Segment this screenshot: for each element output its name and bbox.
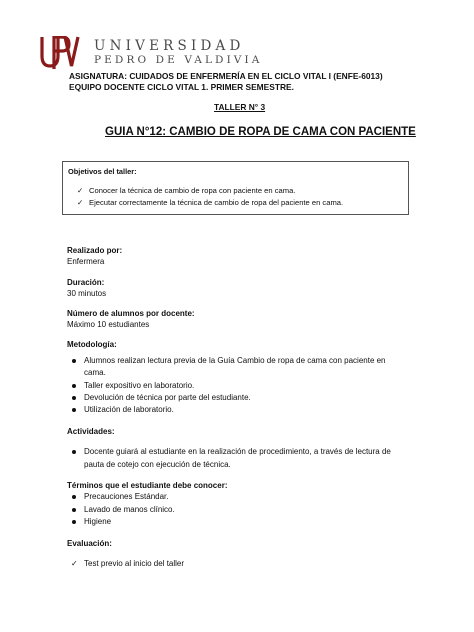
actividades-item-continuation: pauta de cotejo con ejecución de técnica. (84, 460, 231, 469)
objective-item: ✓ Conocer la técnica de cambio de ropa con paciente en cama. (77, 186, 296, 195)
terminos-label: Términos que el estudiante debe conocer: (67, 481, 228, 490)
terminos-item: Lavado de manos clínico. (84, 505, 175, 514)
metodologia-item: Utilización de laboratorio. (84, 405, 174, 414)
guide-title: GUIA N°12: CAMBIO DE ROPA DE CAMA CON PACIENTE (105, 126, 416, 138)
upv-logo-icon (40, 36, 80, 70)
checkmark-icon: ✓ (77, 198, 84, 207)
actividades-item: Docente guiará al estudiante en la realización de procedimiento, a través de lectura de (84, 447, 391, 456)
bullet-icon (72, 396, 76, 400)
checkmark-icon: ✓ (71, 559, 78, 568)
metodologia-item-continuation: cama. (84, 368, 106, 377)
alumnos-value: Máximo 10 estudiantes (67, 320, 150, 329)
objectives-title: Objetivos del taller: (68, 167, 137, 176)
metodologia-label: Metodología: (67, 340, 117, 349)
duracion-value: 30 minutos (67, 289, 107, 298)
terminos-item: Precauciones Estándar. (84, 492, 169, 501)
team-line: EQUIPO DOCENTE CICLO VITAL 1. PRIMER SEMESTRE. (69, 82, 294, 92)
bullet-icon (72, 520, 76, 524)
objective-item: ✓ Ejecutar correctamente la técnica de cambio de ropa del paciente en cama. (77, 198, 344, 207)
metodologia-item: Alumnos realizan lectura previa de la Guía Cambio de ropa de cama con paciente en (84, 356, 386, 365)
taller-number: TALLER N° 3 (214, 102, 266, 112)
actividades-label: Actividades: (67, 427, 115, 436)
realizado-value: Enfermera (67, 257, 105, 266)
metodologia-item: Taller expositivo en laboratorio. (84, 381, 194, 390)
bullet-icon (72, 450, 76, 454)
course-line: ASIGNATURA: CUIDADOS DE ENFERMERÍA EN EL CICLO VITAL I (ENFE-6013) (69, 71, 383, 81)
bullet-icon (72, 408, 76, 412)
realizado-label: Realizado por: (67, 246, 123, 255)
university-logo (40, 36, 400, 70)
objectives-box (62, 161, 409, 215)
bullet-icon (72, 508, 76, 512)
checkmark-icon: ✓ (77, 186, 84, 195)
metodologia-item: Devolución de técnica por parte del estudiante. (84, 393, 251, 402)
logo-university-text: UNIVERSIDAD (94, 38, 245, 54)
logo-name-text: PEDRO DE VALDIVIA (94, 54, 263, 66)
evaluacion-item: ✓ Test previo al inicio del taller (71, 559, 185, 568)
bullet-icon (72, 384, 76, 388)
bullet-icon (72, 359, 76, 363)
duracion-label: Duración: (67, 278, 105, 287)
terminos-item: Higiene (84, 517, 111, 526)
alumnos-label: Número de alumnos por docente: (67, 309, 195, 318)
evaluacion-label: Evaluación: (67, 539, 112, 548)
bullet-icon (72, 495, 76, 499)
